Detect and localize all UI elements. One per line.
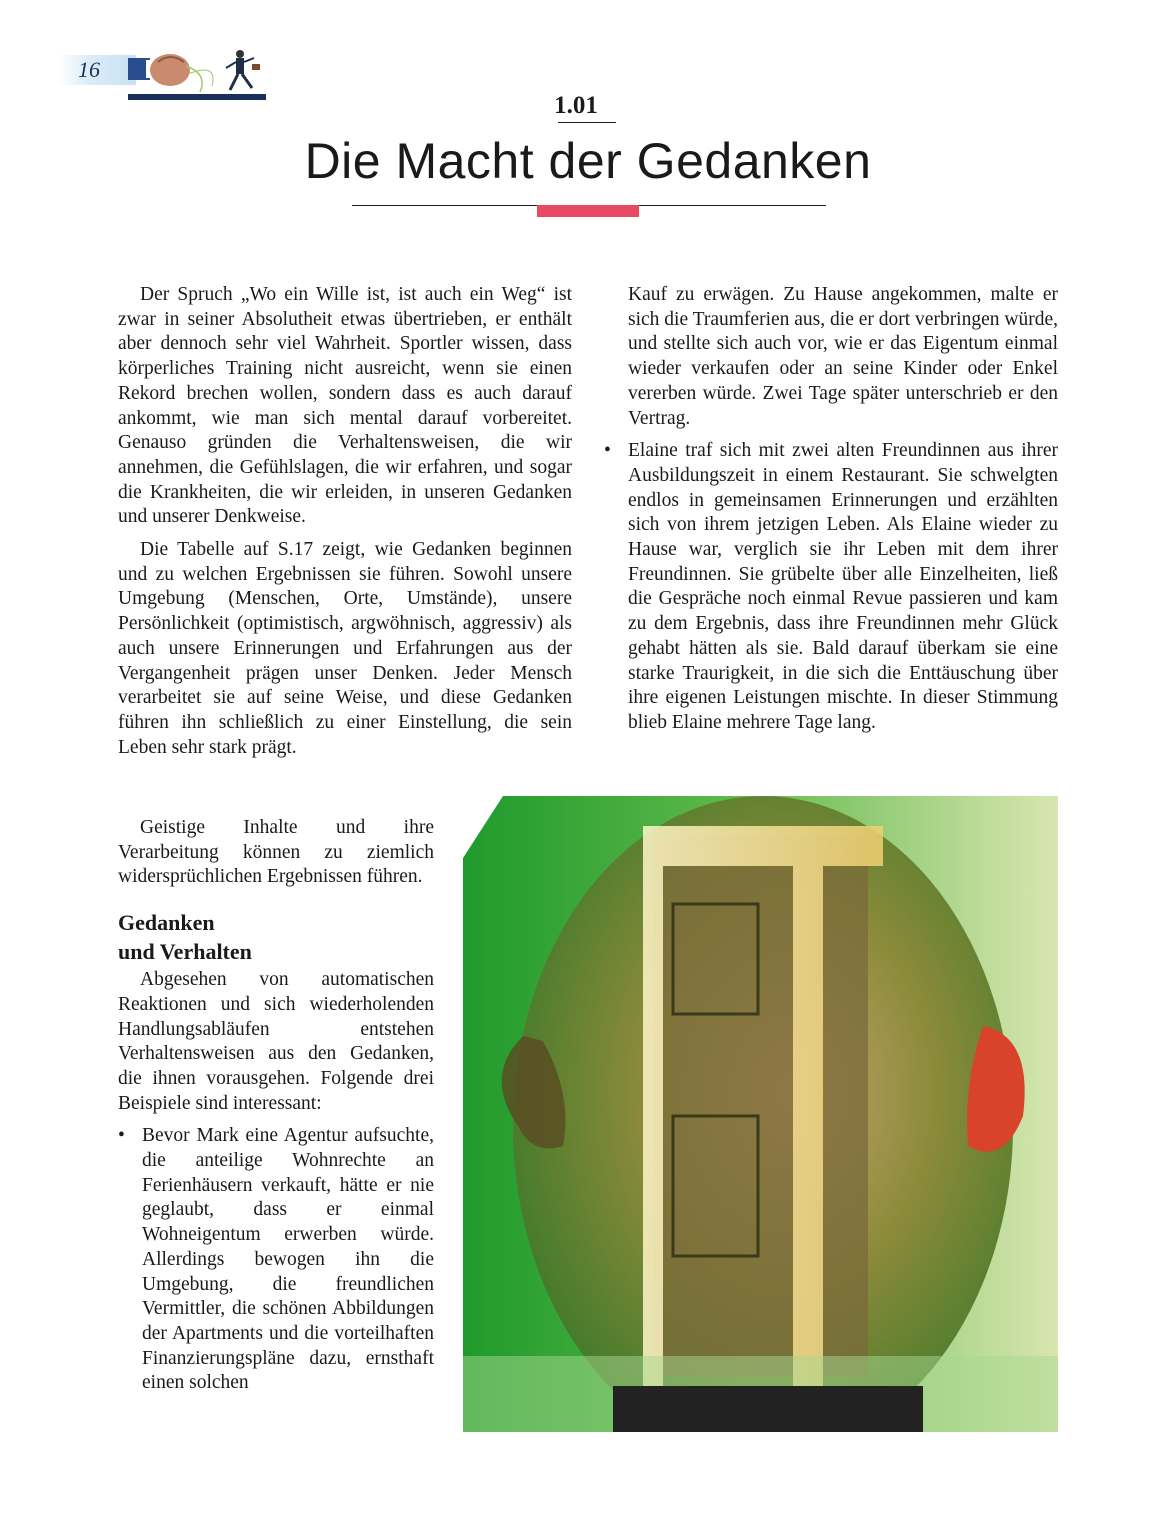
section-number-underline bbox=[558, 122, 616, 123]
bullet-symbol: • bbox=[604, 440, 611, 462]
page-number: 16 bbox=[78, 57, 100, 82]
paragraph-intro: Der Spruch „Wo ein Wille ist, ist auch ein Weg“ ist zwar in seiner Absolutheit etwas übertrieben, er enthält aber dennoch sehr viel Wahrheit. Sportler wissen, dass körperliches Training nicht ausreicht, wenn sie einen Rekord brechen wollen, sondern dass es auch darauf ankommt, wie man sich mental darauf vorbereitet. Genauso gründen die Verhaltensweisen, die wir annehmen, die Gefühlslagen, die wir erfahren, und sogar die Krankheiten, die wir erleiden, in unseren Gedanken und unserer Denkweise. bbox=[118, 284, 572, 528]
head-with-door-photo bbox=[463, 796, 1058, 1432]
left-column bbox=[118, 283, 572, 768]
bullet-symbol: • bbox=[118, 1125, 125, 1147]
page-title: Die Macht der Gedanken bbox=[304, 133, 872, 189]
subheading bbox=[118, 908, 434, 966]
bullet-continuation: Kauf zu erwägen. Zu Hause angekommen, malte er sich die Traumferien aus, die er dort verbringen würde, und stellte sich auch vor, wie er das Eigentum einmal wieder verkaufen oder an seine Kinder oder Enkel vererben würde. Zwei Tage später unterschrieb er den Vertrag. bbox=[628, 284, 1058, 429]
bullet-text: Bevor Mark eine Agentur aufsuchte, die anteilige Wohnrechte an Ferienhäusern verkauft, hätte er nie geglaubt, dass er einmal Wohneigentum erwerben würde. Allerdings bewogen ihn die Umgebung, die freundlichen Vermittler, die schönen Abbildungen der Apartments und die vorteilhaften Finanzierungspläne dazu, ernsthaft einen solchen bbox=[142, 1125, 434, 1394]
subheading-line-2: und Verhalten bbox=[118, 939, 252, 965]
subheading-line-1: Gedanken bbox=[118, 910, 215, 936]
section-number: 1.01 bbox=[554, 92, 598, 119]
bullet-text: Elaine traf sich mit zwei alten Freundinnen aus ihrer Ausbildungszeit in einem Restaurant. Sie schwelgten endlos in gemeinsamen Erinnerungen und erzählten sich von ihrem jetzigen Leben. Als Elaine wieder zu Hause war, verglich sie ihr Leben mit dem ihrer Freundinnen. Sie grübelte über alle Einzelheiten, ließ die Gespräche noch einmal Revue passieren und kam zu dem Ergebnis, dass ihre Freundinnen mehr Glück gehabt hätten als sie. Bald darauf überkam sie eine starke Traurigkeit, in die sich die Enttäuschung über ihre eigenen Leistungen mischte. In dieser Stimmung blieb Elaine mehrere Tage lang. bbox=[628, 440, 1058, 733]
paragraph-table-reference: Die Tabelle auf S.17 zeigt, wie Gedanken beginnen und zu welchen Ergebnissen sie führen. Sowohl unsere Umgebung (Menschen, Orte, Umstände), unsere Persönlichkeit (optimistisch, argwöhnisch, aggressiv) als auch unsere Erinnerungen und Erfahrungen aus der Vergangenheit prägen unser Denken. Jeder Mensch verarbeitet sie auf seine Weise, und diese Gedanken führen ihn schließlich zu einer Einstellung, die sein Leben sehr stark prägt. bbox=[118, 539, 572, 758]
left-narrow-column bbox=[118, 816, 434, 1404]
bullet-item-elaine bbox=[604, 439, 1058, 735]
title-accent-bar bbox=[537, 205, 639, 217]
paragraph-behaviour: Abgesehen von automatischen Reaktionen und sich wiederholenden Handlungsabläufen entstehen Verhaltensweisen aus den Gedanken, die ihnen vorausgehen. Folgende drei Beispiele sind interessant: bbox=[118, 969, 434, 1114]
paragraph-contradictory-results: Geistige Inhalte und ihre Verarbeitung können zu ziemlich widersprüchlichen Ergebnissen führen. bbox=[118, 817, 434, 888]
right-column bbox=[604, 283, 1058, 744]
bullet-item-mark bbox=[118, 1124, 434, 1396]
